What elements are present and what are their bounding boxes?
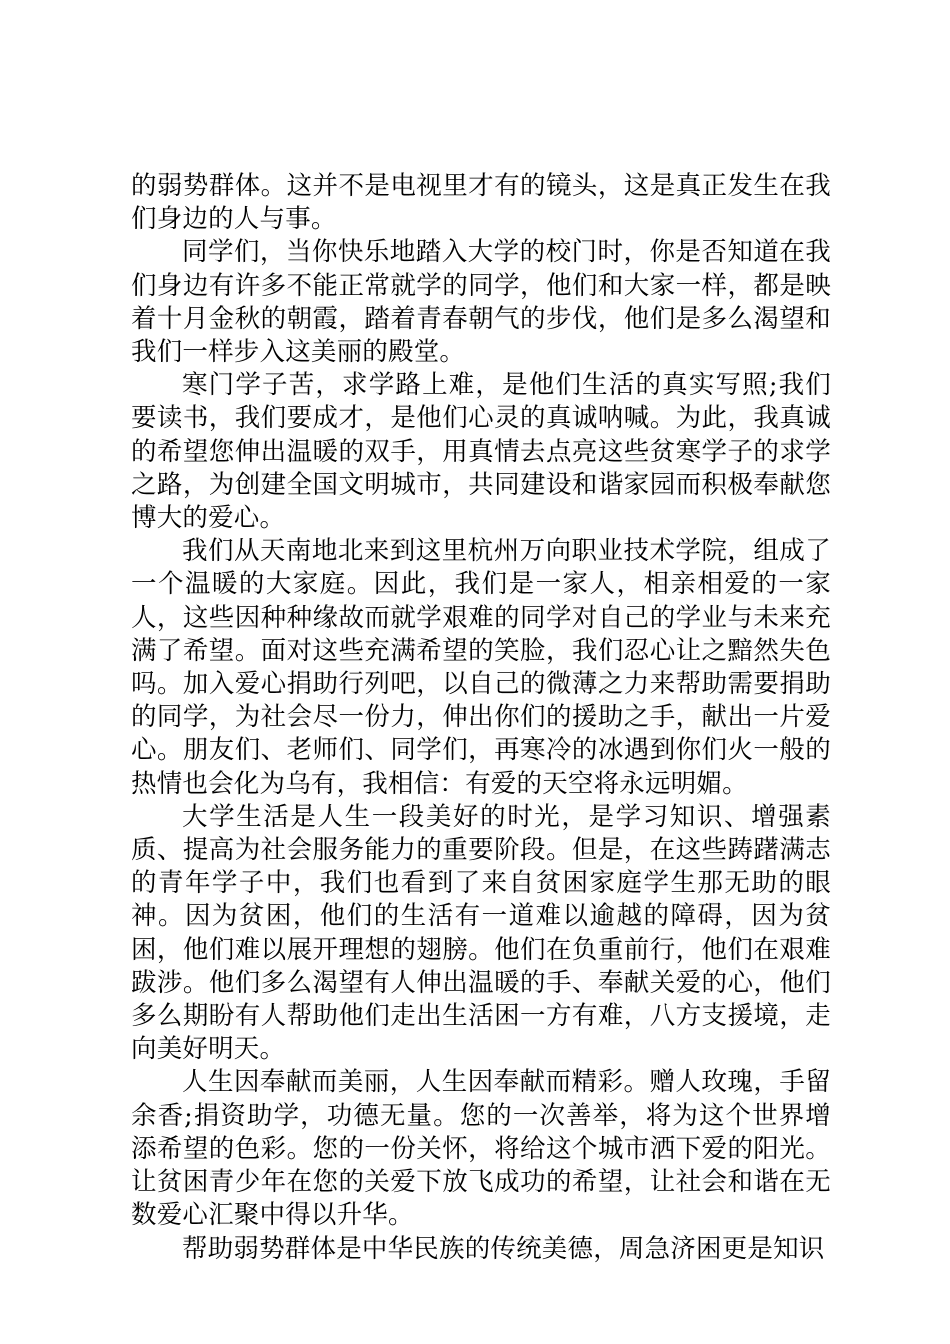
paragraph-6: 人生因奉献而美丽，人生因奉献而精彩。赠人玫瑰，手留余香;捐资助学，功德无量。您的一次善举，将为这个世界增添希望的色彩。您的一份关怀，将给这个城市洒下爱的阳光。让贫困青少年在您的关爱下放飞成功的希望，让社会和谐在无数爱心汇聚中得以升华。 [131, 1067, 831, 1231]
paragraph-7: 帮助弱势群体是中华民族的传统美德，周急济困更是知识 [182, 1233, 825, 1264]
paragraph-4: 我们从天南地北来到这里杭州万向职业技术学院，组成了一个温暖的大家庭。因此，我们是一家人，相亲相爱的一家人，这些因种种缘故而就学艰难的同学对自己的学业与未来充满了希望。面对这些充满希望的笑脸，我们忍心让之黯然失色吗。加入爱心捐助行列吧，以自己的微薄之力来帮助需要捐助的同学，为社会尽一份力，伸出你们的援助之手，献出一片爱心。朋友们、老师们、同学们，再寒冷的冰遇到你们火一般的热情也会化为乌有，我相信：有爱的天空将永远明媚。 [131, 536, 831, 799]
paragraph-5: 大学生活是人生一段美好的时光，是学习知识、增强素质、提高为社会服务能力的重要阶段。但是，在这些踌躇满志的青年学子中，我们也看到了来自贫困家庭学生那无助的眼神。因为贫困，他们的生活有一道难以逾越的障碍，因为贫困，他们难以展开理想的翅膀。他们在负重前行，他们在艰难跋涉。他们多么渴望有人伸出温暖的手、奉献关爱的心，他们多么期盼有人帮助他们走出生活困一方有难，八方支援境，走向美好明天。 [131, 801, 831, 1065]
paragraph-2: 同学们，当你快乐地踏入大学的校门时，你是否知道在我们身边有许多不能正常就学的同学，他们和大家一样，都是映着十月金秋的朝霞，踏着青春朝气的步伐，他们是多么渴望和我们一样步入这美丽的殿堂。 [131, 237, 831, 368]
paragraph-1: 的弱势群体。这并不是电视里才有的镜头，这是真正发生在我们身边的人与事。 [131, 171, 831, 235]
paragraph-3: 寒门学子苦，求学路上难，是他们生活的真实写照;我们要读书，我们要成才，是他们心灵的真诚呐喊。为此，我真诚的希望您伸出温暖的双手，用真情去点亮这些贫寒学子的求学之路，为创建全国文明城市，共同建设和谐家园而积极奉献您博大的爱心。 [131, 370, 831, 534]
document-body [131, 170, 831, 1266]
